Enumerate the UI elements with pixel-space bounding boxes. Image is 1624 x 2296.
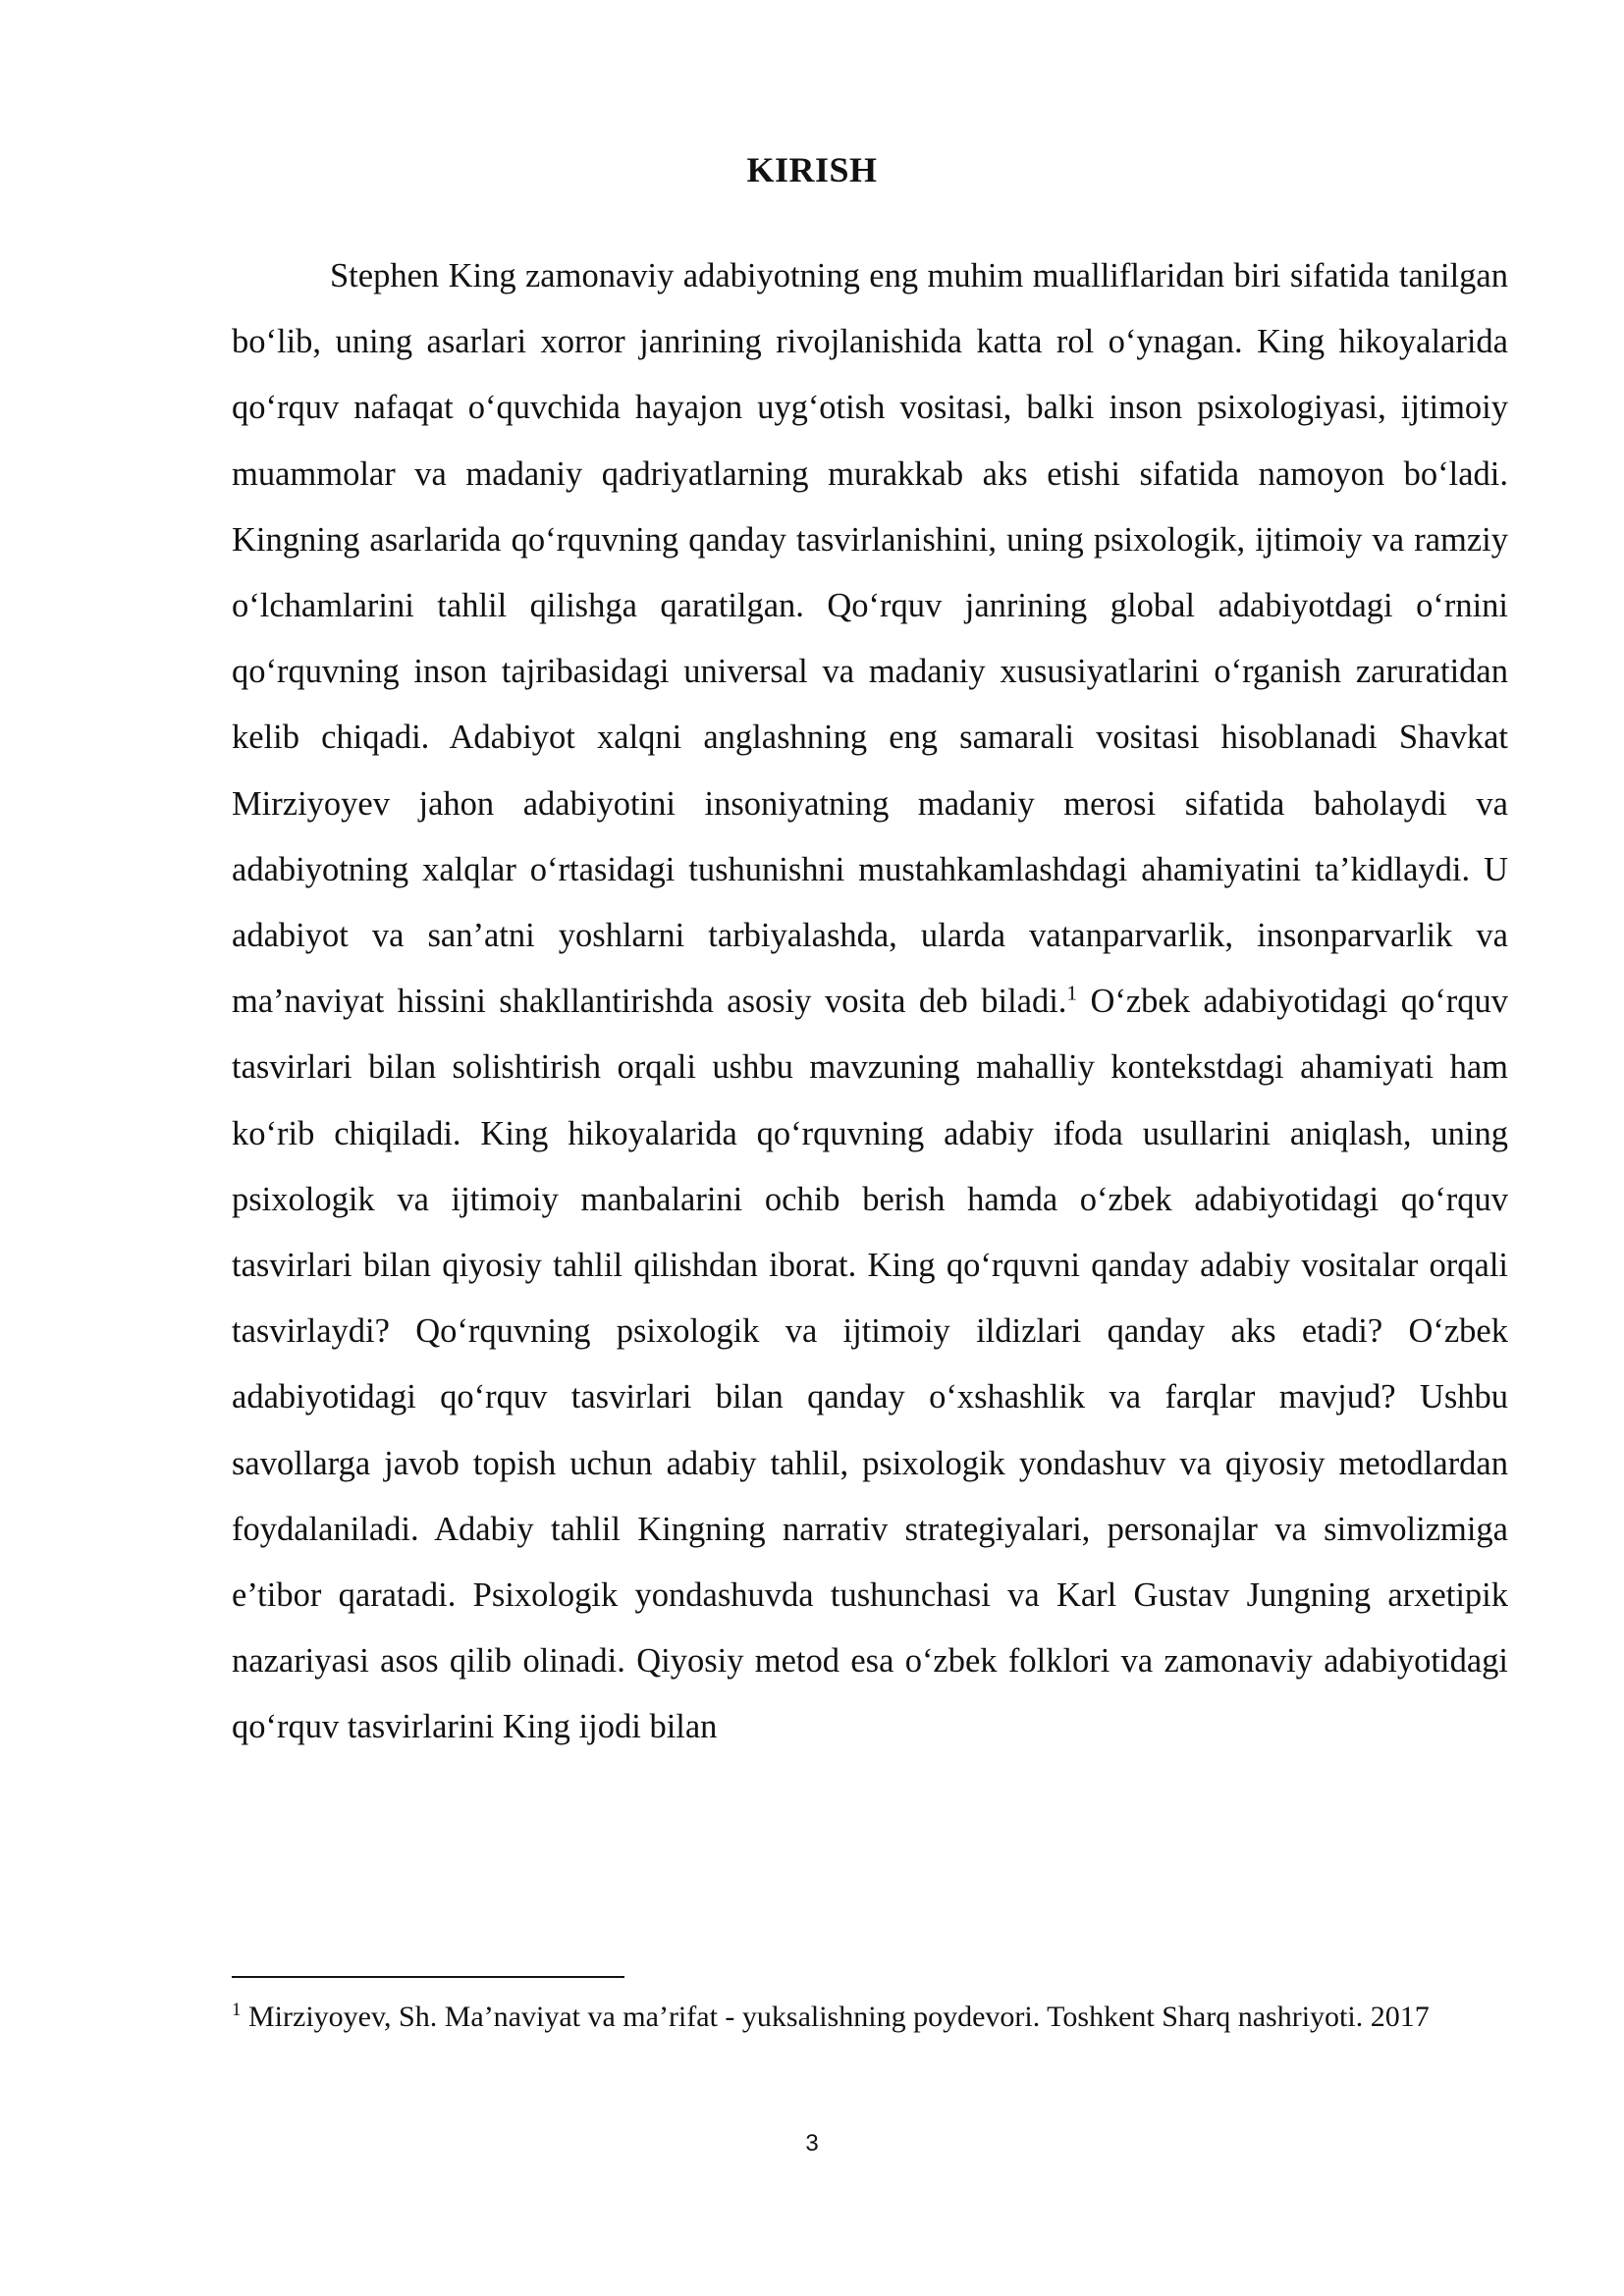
body-paragraph xyxy=(232,243,1508,1761)
section-heading: KIRISH xyxy=(746,150,878,189)
page-number: 3 xyxy=(805,2130,819,2157)
footnote-marker: 1 xyxy=(232,2000,242,2020)
body-text-part-1: Stephen King zamonaviy adabiyotning eng muhim mualliflaridan biri sifatida tanilgan bo‘lib, uning asarlari xorror janrining rivojlanishida katta rol o‘ynagan. King hikoyalarida qo‘rquv nafaqat o‘quvchida hayajon uyg‘otish vositasi, balki inson psixologiyasi, ijtimoiy muammolar va madaniy qadriyatlarning murakkab aks etishi sifatida namoyon bo‘ladi. Kingning asarlarida qo‘rquvning qanday tasvirlanishini, uning psixologik, ijtimoiy va ramziy o‘lchamlarini tahlil qilishga qaratilgan. Qo‘rquv janrining global adabiyotdagi o‘rnini qo‘rquvning inson tajribasidagi universal va madaniy xususiyatlarini o‘rganish zaruratidan kelib chiqadi. Adabiyot xalqni anglashning eng samarali vositasi hisoblanadi Shavkat Mirziyoyev jahon adabiyotini insoniyatning madaniy merosi sifatida baholaydi va adabiyotning xalqlar o‘rtasidagi tushunishni mustahkamlashdagi ahamiyatini ta’kidlaydi. U adabiyot va san’atni yoshlarni tarbiyalashda, ularda vatanparvarlik, insonparvarlik va ma’naviyat hissini shakllantirishda asosiy vosita deb biladi. xyxy=(232,257,1508,1021)
footnote xyxy=(232,1997,1508,2038)
body-text-part-2: O‘zbek adabiyotidagi qo‘rquv tasvirlari bilan solishtirish orqali ushbu mavzuning mahalliy kontekstdagi ahamiyati ham ko‘rib chiqiladi. King hikoyalarida qo‘rquvning adabiy ifoda usullarini aniqlash, uning psixologik va ijtimoiy manbalarini ochib berish hamda o‘zbek adabiyotidagi qo‘rquv tasvirlari bilan qiyosiy tahlil qilishdan iborat. King qo‘rquvni qanday adabiy vositalar orqali tasvirlaydi? Qo‘rquvning psixologik va ijtimoiy ildizlari qanday aks etadi? O‘zbek adabiyotidagi qo‘rquv tasvirlari bilan qanday o‘xshashlik va farqlar mavjud? Ushbu savollarga javob topish uchun adabiy tahlil, psixologik yondashuv va qiyosiy metodlardan foydalaniladi. Adabiy tahlil Kingning narrativ strategiyalari, personajlar va simvolizmiga e’tibor qaratadi. Psixologik yondashuvda tushunchasi va Karl Gustav Jungning arxetipik nazariyasi asos qilib olinadi. Qiyosiy metod esa o‘zbek folklori va zamonaviy adabiyotidagi qo‘rquv tasvirlarini King ijodi bilan xyxy=(232,983,1508,1746)
footnote-separator xyxy=(232,1976,624,1978)
footnote-text: Mirziyoyev, Sh. Ma’naviyat va ma’rifat - yuksalishning poydevori. Toshkent Sharq nashriyoti. 2017 xyxy=(241,2001,1430,2033)
footnote-reference[interactable]: 1 xyxy=(1066,981,1077,1005)
